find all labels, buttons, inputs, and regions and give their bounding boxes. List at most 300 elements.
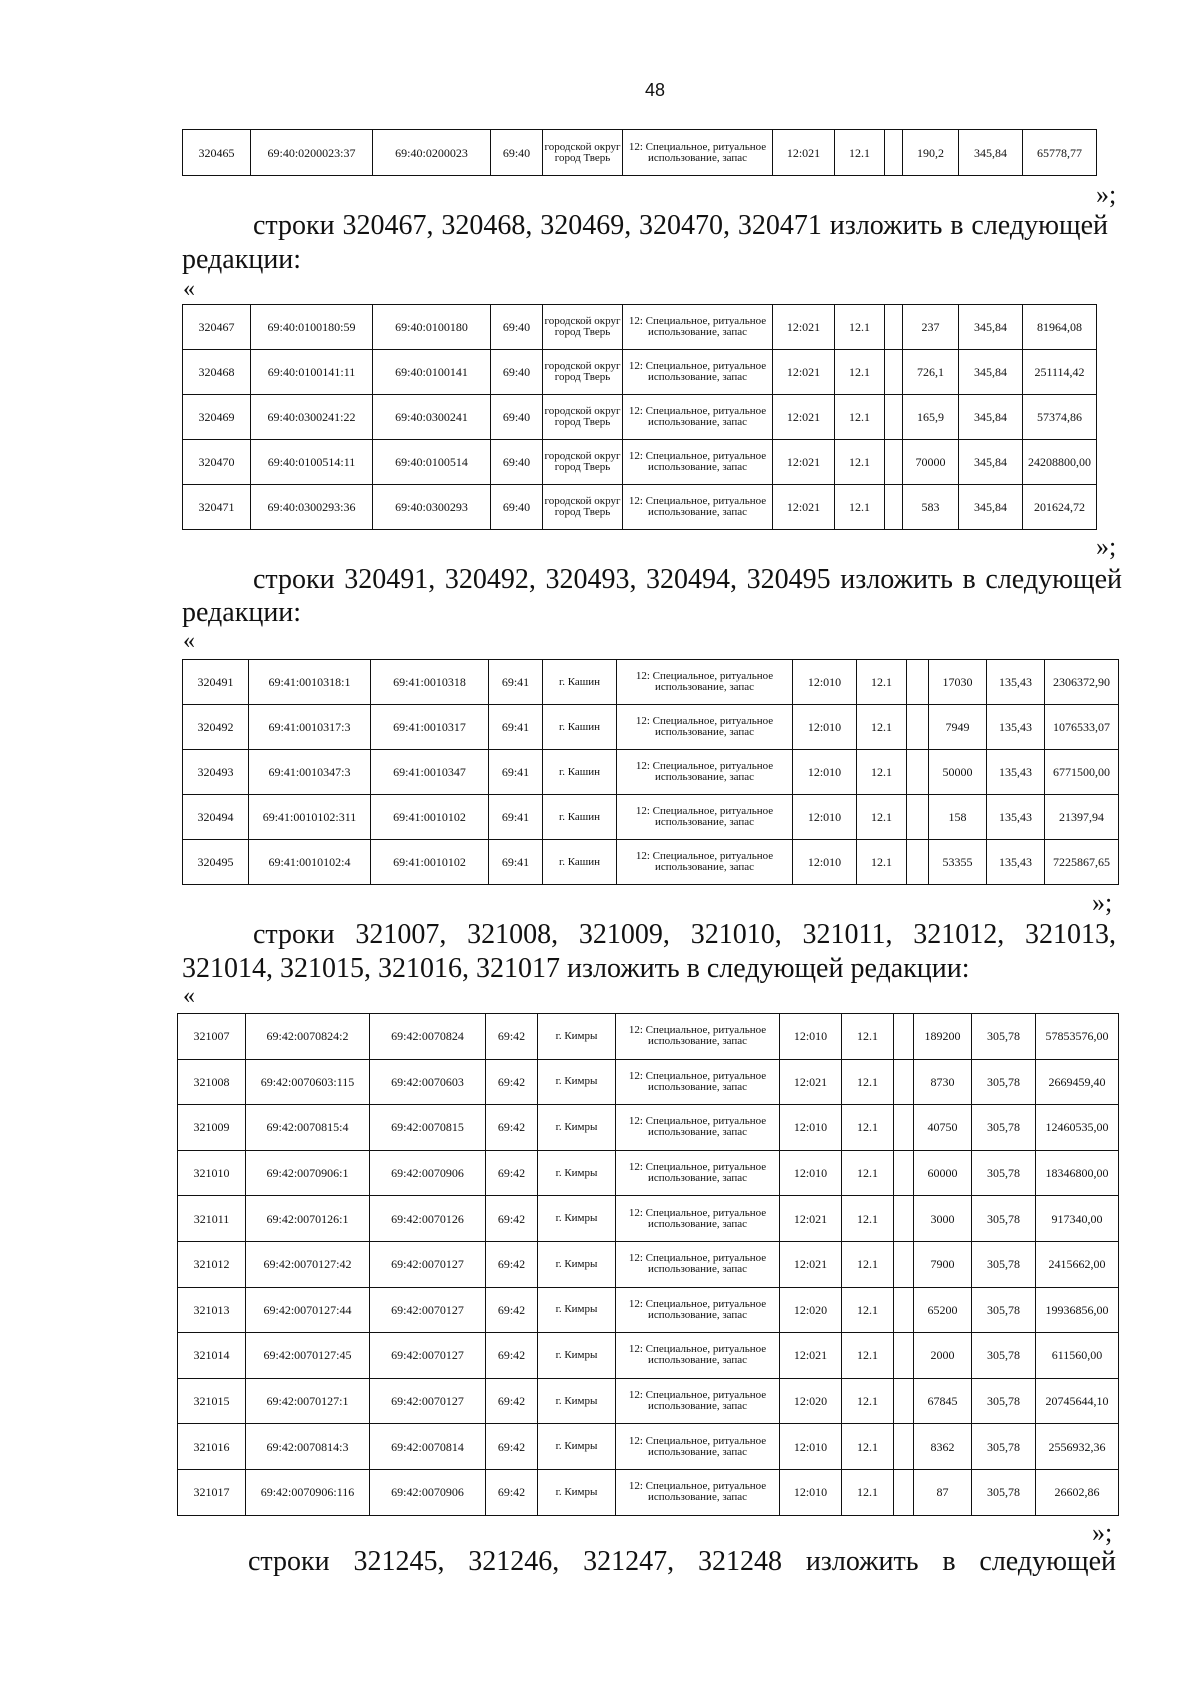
blank-cell-cell bbox=[885, 130, 903, 176]
row-number-cell: 320467 bbox=[183, 305, 251, 350]
cadastral-number-cell: 69:41:0010347:3 bbox=[249, 750, 371, 795]
unit-rate-cell: 345,84 bbox=[959, 395, 1023, 440]
district-code-cell: 69:42 bbox=[486, 1333, 538, 1379]
cadastral-number-cell: 69:40:0200023:37 bbox=[251, 130, 373, 176]
subgroup-code-cell: 12.1 bbox=[842, 1196, 894, 1242]
blank-cell-cell bbox=[885, 440, 903, 485]
table-row bbox=[183, 305, 1097, 350]
cadastral-value-cell: 2415662,00 bbox=[1036, 1241, 1119, 1287]
area-cell: 50000 bbox=[929, 750, 987, 795]
land-use-type-cell: 12: Специальное, ритуальное использование, запас bbox=[623, 305, 773, 350]
unit-rate-cell: 305,78 bbox=[972, 1014, 1036, 1060]
area-cell: 60000 bbox=[914, 1150, 972, 1196]
blank-cell-cell bbox=[907, 795, 929, 840]
group-code-cell: 12:010 bbox=[780, 1424, 842, 1470]
cadastral-value-cell: 18346800,00 bbox=[1036, 1150, 1119, 1196]
district-code-cell: 69:42 bbox=[486, 1150, 538, 1196]
cadastral-number-cell: 69:40:0300241:22 bbox=[251, 395, 373, 440]
unit-rate-cell: 305,78 bbox=[972, 1196, 1036, 1242]
cadastral-value-cell: 24208800,00 bbox=[1023, 440, 1097, 485]
opening-quote-mark: « bbox=[183, 628, 195, 654]
area-cell: 7900 bbox=[914, 1241, 972, 1287]
subgroup-code-cell: 12.1 bbox=[842, 1378, 894, 1424]
row-number-cell: 320469 bbox=[183, 395, 251, 440]
unit-rate-cell: 345,84 bbox=[959, 130, 1023, 176]
locality-cell: г. Кимры bbox=[538, 1105, 616, 1151]
subgroup-code-cell: 12.1 bbox=[857, 840, 907, 885]
subgroup-code-cell: 12.1 bbox=[835, 350, 885, 395]
cadastral-value-cell: 65778,77 bbox=[1023, 130, 1097, 176]
cadastral-value-cell: 7225867,65 bbox=[1045, 840, 1119, 885]
blank-cell-cell bbox=[885, 485, 903, 530]
paragraph-2-line-1: строки 320491, 320492, 320493, 320494, 320495 изложить в следующей bbox=[253, 564, 1122, 595]
cadastral-number-cell: 69:42:0070906:116 bbox=[246, 1469, 370, 1515]
area-cell: 583 bbox=[903, 485, 959, 530]
blank-cell-cell bbox=[907, 840, 929, 885]
cadastral-value-cell: 2306372,90 bbox=[1045, 660, 1119, 705]
subgroup-code-cell: 12.1 bbox=[835, 440, 885, 485]
area-cell: 87 bbox=[914, 1469, 972, 1515]
unit-rate-cell: 135,43 bbox=[987, 660, 1045, 705]
paragraph-3-line-2: 321014, 321015, 321016, 321017 изложить в следующей редакции: bbox=[182, 953, 970, 984]
land-use-type-cell: 12: Специальное, ритуальное использование, запас bbox=[623, 130, 773, 176]
district-code-cell: 69:41 bbox=[489, 705, 543, 750]
blank-cell-cell bbox=[894, 1378, 914, 1424]
cadastral-quarter-cell: 69:40:0300241 bbox=[373, 395, 491, 440]
cadastral-number-cell: 69:41:0010102:4 bbox=[249, 840, 371, 885]
land-use-type-cell: 12: Специальное, ритуальное использование, запас bbox=[616, 1287, 780, 1333]
cadastral-quarter-cell: 69:40:0100180 bbox=[373, 305, 491, 350]
cadastral-quarter-cell: 69:40:0100141 bbox=[373, 350, 491, 395]
cadastral-number-cell: 69:42:0070824:2 bbox=[246, 1014, 370, 1060]
land-use-type-cell: 12: Специальное, ритуальное использование, запас bbox=[623, 350, 773, 395]
subgroup-code-cell: 12.1 bbox=[842, 1059, 894, 1105]
unit-rate-cell: 345,84 bbox=[959, 440, 1023, 485]
locality-cell: г. Кашин bbox=[543, 750, 617, 795]
unit-rate-cell: 135,43 bbox=[987, 795, 1045, 840]
group-code-cell: 12:020 bbox=[780, 1378, 842, 1424]
district-code-cell: 69:40 bbox=[491, 395, 543, 440]
locality-cell: г. Кашин bbox=[543, 660, 617, 705]
cadastral-quarter-cell: 69:41:0010102 bbox=[371, 840, 489, 885]
table-row bbox=[178, 1241, 1119, 1287]
cadastral-quarter-cell: 69:42:0070824 bbox=[370, 1014, 486, 1060]
blank-cell-cell bbox=[894, 1241, 914, 1287]
group-code-cell: 12:021 bbox=[780, 1241, 842, 1287]
row-number-cell: 321007 bbox=[178, 1014, 246, 1060]
table-row bbox=[183, 395, 1097, 440]
blank-cell-cell bbox=[894, 1014, 914, 1060]
cadastral-quarter-cell: 69:42:0070127 bbox=[370, 1287, 486, 1333]
area-cell: 40750 bbox=[914, 1105, 972, 1151]
cadastral-number-cell: 69:40:0100141:11 bbox=[251, 350, 373, 395]
group-code-cell: 12:010 bbox=[793, 660, 857, 705]
group-code-cell: 12:021 bbox=[780, 1333, 842, 1379]
blank-cell-cell bbox=[894, 1287, 914, 1333]
table-row bbox=[183, 440, 1097, 485]
land-use-type-cell: 12: Специальное, ритуальное использование, запас bbox=[623, 485, 773, 530]
district-code-cell: 69:41 bbox=[489, 750, 543, 795]
unit-rate-cell: 305,78 bbox=[972, 1469, 1036, 1515]
row-number-cell: 320494 bbox=[183, 795, 249, 840]
blank-cell-cell bbox=[894, 1333, 914, 1379]
cadastral-quarter-cell: 69:42:0070815 bbox=[370, 1105, 486, 1151]
locality-cell: г. Кимры bbox=[538, 1014, 616, 1060]
blank-cell-cell bbox=[894, 1424, 914, 1470]
blank-cell-cell bbox=[894, 1469, 914, 1515]
unit-rate-cell: 135,43 bbox=[987, 750, 1045, 795]
area-cell: 3000 bbox=[914, 1196, 972, 1242]
row-number-cell: 320468 bbox=[183, 350, 251, 395]
group-code-cell: 12:020 bbox=[780, 1287, 842, 1333]
district-code-cell: 69:41 bbox=[489, 660, 543, 705]
cadastral-quarter-cell: 69:41:0010318 bbox=[371, 660, 489, 705]
cadastral-number-cell: 69:42:0070127:1 bbox=[246, 1378, 370, 1424]
table-body bbox=[183, 660, 1119, 885]
group-code-cell: 12:010 bbox=[793, 705, 857, 750]
locality-cell: городской округ город Тверь bbox=[543, 395, 623, 440]
cadastral-quarter-cell: 69:41:0010317 bbox=[371, 705, 489, 750]
unit-rate-cell: 305,78 bbox=[972, 1378, 1036, 1424]
cadastral-number-cell: 69:42:0070127:45 bbox=[246, 1333, 370, 1379]
row-number-cell: 321008 bbox=[178, 1059, 246, 1105]
group-code-cell: 12:021 bbox=[773, 130, 835, 176]
blank-cell-cell bbox=[885, 395, 903, 440]
land-use-type-cell: 12: Специальное, ритуальное использование, запас bbox=[616, 1424, 780, 1470]
locality-cell: г. Кимры bbox=[538, 1469, 616, 1515]
row-number-cell: 321013 bbox=[178, 1287, 246, 1333]
district-code-cell: 69:42 bbox=[486, 1378, 538, 1424]
row-number-cell: 320492 bbox=[183, 705, 249, 750]
blank-cell-cell bbox=[907, 750, 929, 795]
cadastral-number-cell: 69:40:0100514:11 bbox=[251, 440, 373, 485]
cadastral-number-cell: 69:40:0100180:59 bbox=[251, 305, 373, 350]
land-use-type-cell: 12: Специальное, ритуальное использование, запас bbox=[616, 1150, 780, 1196]
cadastral-quarter-cell: 69:42:0070127 bbox=[370, 1378, 486, 1424]
paragraph-2-line-2: редакции: bbox=[182, 597, 302, 628]
subgroup-code-cell: 12.1 bbox=[835, 485, 885, 530]
locality-cell: г. Кашин bbox=[543, 705, 617, 750]
subgroup-code-cell: 12.1 bbox=[842, 1241, 894, 1287]
district-code-cell: 69:42 bbox=[486, 1287, 538, 1333]
row-number-cell: 320493 bbox=[183, 750, 249, 795]
row-number-cell: 320495 bbox=[183, 840, 249, 885]
cadastral-quarter-cell: 69:42:0070906 bbox=[370, 1150, 486, 1196]
area-cell: 237 bbox=[903, 305, 959, 350]
row-number-cell: 320471 bbox=[183, 485, 251, 530]
district-code-cell: 69:42 bbox=[486, 1196, 538, 1242]
subgroup-code-cell: 12.1 bbox=[842, 1424, 894, 1470]
cadastral-value-cell: 19936856,00 bbox=[1036, 1287, 1119, 1333]
group-code-cell: 12:010 bbox=[780, 1150, 842, 1196]
table-row bbox=[178, 1014, 1119, 1060]
table-row bbox=[183, 840, 1119, 885]
district-code-cell: 69:42 bbox=[486, 1014, 538, 1060]
land-use-type-cell: 12: Специальное, ритуальное использование, запас bbox=[623, 440, 773, 485]
cadastral-value-cell: 57853576,00 bbox=[1036, 1014, 1119, 1060]
unit-rate-cell: 305,78 bbox=[972, 1241, 1036, 1287]
area-cell: 70000 bbox=[903, 440, 959, 485]
row-number-cell: 321017 bbox=[178, 1469, 246, 1515]
district-code-cell: 69:42 bbox=[486, 1241, 538, 1287]
table-row bbox=[178, 1378, 1119, 1424]
table-row bbox=[178, 1196, 1119, 1242]
group-code-cell: 12:021 bbox=[773, 350, 835, 395]
group-code-cell: 12:021 bbox=[780, 1196, 842, 1242]
cadastral-number-cell: 69:40:0300293:36 bbox=[251, 485, 373, 530]
group-code-cell: 12:021 bbox=[780, 1059, 842, 1105]
paragraph-1-line-2: редакции: bbox=[182, 244, 302, 275]
unit-rate-cell: 305,78 bbox=[972, 1333, 1036, 1379]
locality-cell: г. Кимры bbox=[538, 1241, 616, 1287]
area-cell: 8362 bbox=[914, 1424, 972, 1470]
table-row bbox=[183, 795, 1119, 840]
cadastral-quarter-cell: 69:42:0070814 bbox=[370, 1424, 486, 1470]
locality-cell: городской округ город Тверь bbox=[543, 485, 623, 530]
district-code-cell: 69:40 bbox=[491, 485, 543, 530]
land-use-type-cell: 12: Специальное, ритуальное использование, запас bbox=[617, 795, 793, 840]
land-use-type-cell: 12: Специальное, ритуальное использование, запас bbox=[623, 395, 773, 440]
cadastral-number-cell: 69:42:0070127:42 bbox=[246, 1241, 370, 1287]
closing-quote-mark: »; bbox=[1096, 180, 1117, 209]
row-number-cell: 321010 bbox=[178, 1150, 246, 1196]
land-use-type-cell: 12: Специальное, ритуальное использование, запас bbox=[617, 705, 793, 750]
cadastral-value-cell: 20745644,10 bbox=[1036, 1378, 1119, 1424]
group-code-cell: 12:021 bbox=[773, 395, 835, 440]
locality-cell: городской округ город Тверь bbox=[543, 350, 623, 395]
table-row bbox=[178, 1287, 1119, 1333]
cadastral-quarter-cell: 69:42:0070127 bbox=[370, 1241, 486, 1287]
table-row bbox=[183, 350, 1097, 395]
row-number-cell: 321011 bbox=[178, 1196, 246, 1242]
cadastral-value-cell: 611560,00 bbox=[1036, 1333, 1119, 1379]
unit-rate-cell: 345,84 bbox=[959, 305, 1023, 350]
table-row bbox=[178, 1105, 1119, 1151]
subgroup-code-cell: 12.1 bbox=[842, 1333, 894, 1379]
blank-cell-cell bbox=[907, 660, 929, 705]
row-number-cell: 320491 bbox=[183, 660, 249, 705]
subgroup-code-cell: 12.1 bbox=[857, 660, 907, 705]
land-use-type-cell: 12: Специальное, ритуальное использование, запас bbox=[617, 840, 793, 885]
cadastral-quarter-cell: 69:40:0200023 bbox=[373, 130, 491, 176]
area-cell: 17030 bbox=[929, 660, 987, 705]
table-body bbox=[183, 305, 1097, 530]
district-code-cell: 69:42 bbox=[486, 1105, 538, 1151]
locality-cell: г. Кимры bbox=[538, 1150, 616, 1196]
unit-rate-cell: 305,78 bbox=[972, 1424, 1036, 1470]
area-cell: 65200 bbox=[914, 1287, 972, 1333]
locality-cell: городской округ город Тверь bbox=[543, 130, 623, 176]
district-code-cell: 69:42 bbox=[486, 1469, 538, 1515]
district-code-cell: 69:41 bbox=[489, 795, 543, 840]
area-cell: 2000 bbox=[914, 1333, 972, 1379]
land-use-type-cell: 12: Специальное, ритуальное использование, запас bbox=[616, 1196, 780, 1242]
cadastral-value-cell: 1076533,07 bbox=[1045, 705, 1119, 750]
area-cell: 165,9 bbox=[903, 395, 959, 440]
district-code-cell: 69:42 bbox=[486, 1059, 538, 1105]
cadastral-quarter-cell: 69:42:0070906 bbox=[370, 1469, 486, 1515]
unit-rate-cell: 135,43 bbox=[987, 840, 1045, 885]
district-code-cell: 69:40 bbox=[491, 440, 543, 485]
group-code-cell: 12:021 bbox=[773, 485, 835, 530]
unit-rate-cell: 135,43 bbox=[987, 705, 1045, 750]
row-number-cell: 321014 bbox=[178, 1333, 246, 1379]
row-number-cell: 321009 bbox=[178, 1105, 246, 1151]
table-row bbox=[178, 1469, 1119, 1515]
registry-table-320491-320495 bbox=[182, 659, 1119, 885]
blank-cell-cell bbox=[894, 1150, 914, 1196]
cadastral-number-cell: 69:41:0010318:1 bbox=[249, 660, 371, 705]
closing-quote-mark: »; bbox=[1092, 1518, 1113, 1547]
blank-cell-cell bbox=[885, 350, 903, 395]
cadastral-value-cell: 251114,42 bbox=[1023, 350, 1097, 395]
row-number-cell: 320470 bbox=[183, 440, 251, 485]
opening-quote-mark: « bbox=[183, 983, 195, 1009]
cadastral-value-cell: 57374,86 bbox=[1023, 395, 1097, 440]
blank-cell-cell bbox=[894, 1059, 914, 1105]
land-use-type-cell: 12: Специальное, ритуальное использование, запас bbox=[616, 1333, 780, 1379]
subgroup-code-cell: 12.1 bbox=[835, 395, 885, 440]
cadastral-value-cell: 6771500,00 bbox=[1045, 750, 1119, 795]
row-number-cell: 321016 bbox=[178, 1424, 246, 1470]
area-cell: 53355 bbox=[929, 840, 987, 885]
subgroup-code-cell: 12.1 bbox=[835, 130, 885, 176]
locality-cell: г. Кимры bbox=[538, 1424, 616, 1470]
district-code-cell: 69:42 bbox=[486, 1424, 538, 1470]
subgroup-code-cell: 12.1 bbox=[842, 1287, 894, 1333]
locality-cell: г. Кимры bbox=[538, 1333, 616, 1379]
row-number-cell: 321015 bbox=[178, 1378, 246, 1424]
locality-cell: г. Кашин bbox=[543, 840, 617, 885]
registry-table-321007-321017 bbox=[177, 1013, 1119, 1516]
cadastral-number-cell: 69:42:0070815:4 bbox=[246, 1105, 370, 1151]
cadastral-quarter-cell: 69:41:0010102 bbox=[371, 795, 489, 840]
cadastral-number-cell: 69:42:0070814:3 bbox=[246, 1424, 370, 1470]
unit-rate-cell: 305,78 bbox=[972, 1105, 1036, 1151]
page-number: 48 bbox=[644, 80, 666, 100]
cadastral-quarter-cell: 69:40:0100514 bbox=[373, 440, 491, 485]
cadastral-quarter-cell: 69:42:0070126 bbox=[370, 1196, 486, 1242]
subgroup-code-cell: 12.1 bbox=[857, 795, 907, 840]
table-body bbox=[183, 130, 1097, 176]
district-code-cell: 69:40 bbox=[491, 130, 543, 176]
district-code-cell: 69:40 bbox=[491, 350, 543, 395]
registry-table-320467-320471 bbox=[182, 304, 1097, 530]
area-cell: 8730 bbox=[914, 1059, 972, 1105]
table-row bbox=[183, 660, 1119, 705]
land-use-type-cell: 12: Специальное, ритуальное использование, запас bbox=[617, 750, 793, 795]
unit-rate-cell: 305,78 bbox=[972, 1150, 1036, 1196]
area-cell: 158 bbox=[929, 795, 987, 840]
cadastral-value-cell: 12460535,00 bbox=[1036, 1105, 1119, 1151]
blank-cell-cell bbox=[907, 705, 929, 750]
row-number-cell: 320465 bbox=[183, 130, 251, 176]
area-cell: 190,2 bbox=[903, 130, 959, 176]
cadastral-value-cell: 2669459,40 bbox=[1036, 1059, 1119, 1105]
cadastral-value-cell: 81964,08 bbox=[1023, 305, 1097, 350]
land-use-type-cell: 12: Специальное, ритуальное использование, запас bbox=[616, 1059, 780, 1105]
subgroup-code-cell: 12.1 bbox=[835, 305, 885, 350]
locality-cell: г. Кашин bbox=[543, 795, 617, 840]
land-use-type-cell: 12: Специальное, ритуальное использование, запас bbox=[616, 1378, 780, 1424]
group-code-cell: 12:021 bbox=[773, 305, 835, 350]
area-cell: 189200 bbox=[914, 1014, 972, 1060]
registry-table-320465 bbox=[182, 129, 1097, 176]
paragraph-1-line-1: строки 320467, 320468, 320469, 320470, 320471 изложить в следующей bbox=[253, 210, 1108, 241]
closing-quote-mark: »; bbox=[1092, 888, 1113, 917]
blank-cell-cell bbox=[894, 1196, 914, 1242]
locality-cell: г. Кимры bbox=[538, 1378, 616, 1424]
subgroup-code-cell: 12.1 bbox=[857, 750, 907, 795]
subgroup-code-cell: 12.1 bbox=[842, 1469, 894, 1515]
table-row bbox=[178, 1059, 1119, 1105]
table-row bbox=[183, 750, 1119, 795]
subgroup-code-cell: 12.1 bbox=[842, 1150, 894, 1196]
table-row bbox=[183, 705, 1119, 750]
district-code-cell: 69:41 bbox=[489, 840, 543, 885]
locality-cell: г. Кимры bbox=[538, 1059, 616, 1105]
table-row bbox=[178, 1150, 1119, 1196]
cadastral-number-cell: 69:41:0010102:311 bbox=[249, 795, 371, 840]
cadastral-value-cell: 21397,94 bbox=[1045, 795, 1119, 840]
locality-cell: г. Кимры bbox=[538, 1196, 616, 1242]
unit-rate-cell: 345,84 bbox=[959, 485, 1023, 530]
subgroup-code-cell: 12.1 bbox=[857, 705, 907, 750]
table-body bbox=[178, 1014, 1119, 1516]
district-code-cell: 69:40 bbox=[491, 305, 543, 350]
area-cell: 726,1 bbox=[903, 350, 959, 395]
subgroup-code-cell: 12.1 bbox=[842, 1105, 894, 1151]
unit-rate-cell: 345,84 bbox=[959, 350, 1023, 395]
unit-rate-cell: 305,78 bbox=[972, 1287, 1036, 1333]
subgroup-code-cell: 12.1 bbox=[842, 1014, 894, 1060]
table-row bbox=[178, 1333, 1119, 1379]
cadastral-number-cell: 69:41:0010317:3 bbox=[249, 705, 371, 750]
area-cell: 7949 bbox=[929, 705, 987, 750]
locality-cell: г. Кимры bbox=[538, 1287, 616, 1333]
cadastral-number-cell: 69:42:0070906:1 bbox=[246, 1150, 370, 1196]
land-use-type-cell: 12: Специальное, ритуальное использование, запас bbox=[616, 1469, 780, 1515]
land-use-type-cell: 12: Специальное, ритуальное использование, запас bbox=[617, 660, 793, 705]
group-code-cell: 12:010 bbox=[780, 1014, 842, 1060]
opening-quote-mark: « bbox=[183, 276, 195, 302]
cadastral-number-cell: 69:42:0070603:115 bbox=[246, 1059, 370, 1105]
group-code-cell: 12:010 bbox=[793, 750, 857, 795]
group-code-cell: 12:010 bbox=[780, 1105, 842, 1151]
blank-cell-cell bbox=[894, 1105, 914, 1151]
blank-cell-cell bbox=[885, 305, 903, 350]
table-row bbox=[183, 485, 1097, 530]
land-use-type-cell: 12: Специальное, ритуальное использование, запас bbox=[616, 1014, 780, 1060]
cadastral-quarter-cell: 69:42:0070603 bbox=[370, 1059, 486, 1105]
land-use-type-cell: 12: Специальное, ритуальное использование, запас bbox=[616, 1241, 780, 1287]
group-code-cell: 12:010 bbox=[793, 795, 857, 840]
group-code-cell: 12:010 bbox=[793, 840, 857, 885]
table-row bbox=[178, 1424, 1119, 1470]
locality-cell: городской округ город Тверь bbox=[543, 305, 623, 350]
cadastral-value-cell: 201624,72 bbox=[1023, 485, 1097, 530]
group-code-cell: 12:021 bbox=[773, 440, 835, 485]
cadastral-quarter-cell: 69:41:0010347 bbox=[371, 750, 489, 795]
area-cell: 67845 bbox=[914, 1378, 972, 1424]
cadastral-value-cell: 26602,86 bbox=[1036, 1469, 1119, 1515]
row-number-cell: 321012 bbox=[178, 1241, 246, 1287]
cadastral-number-cell: 69:42:0070126:1 bbox=[246, 1196, 370, 1242]
paragraph-3-line-1: строки 321007, 321008, 321009, 321010, 321011, 321012, 321013, bbox=[253, 919, 1116, 950]
table-row bbox=[183, 130, 1097, 176]
cadastral-value-cell: 2556932,36 bbox=[1036, 1424, 1119, 1470]
cadastral-quarter-cell: 69:42:0070127 bbox=[370, 1333, 486, 1379]
